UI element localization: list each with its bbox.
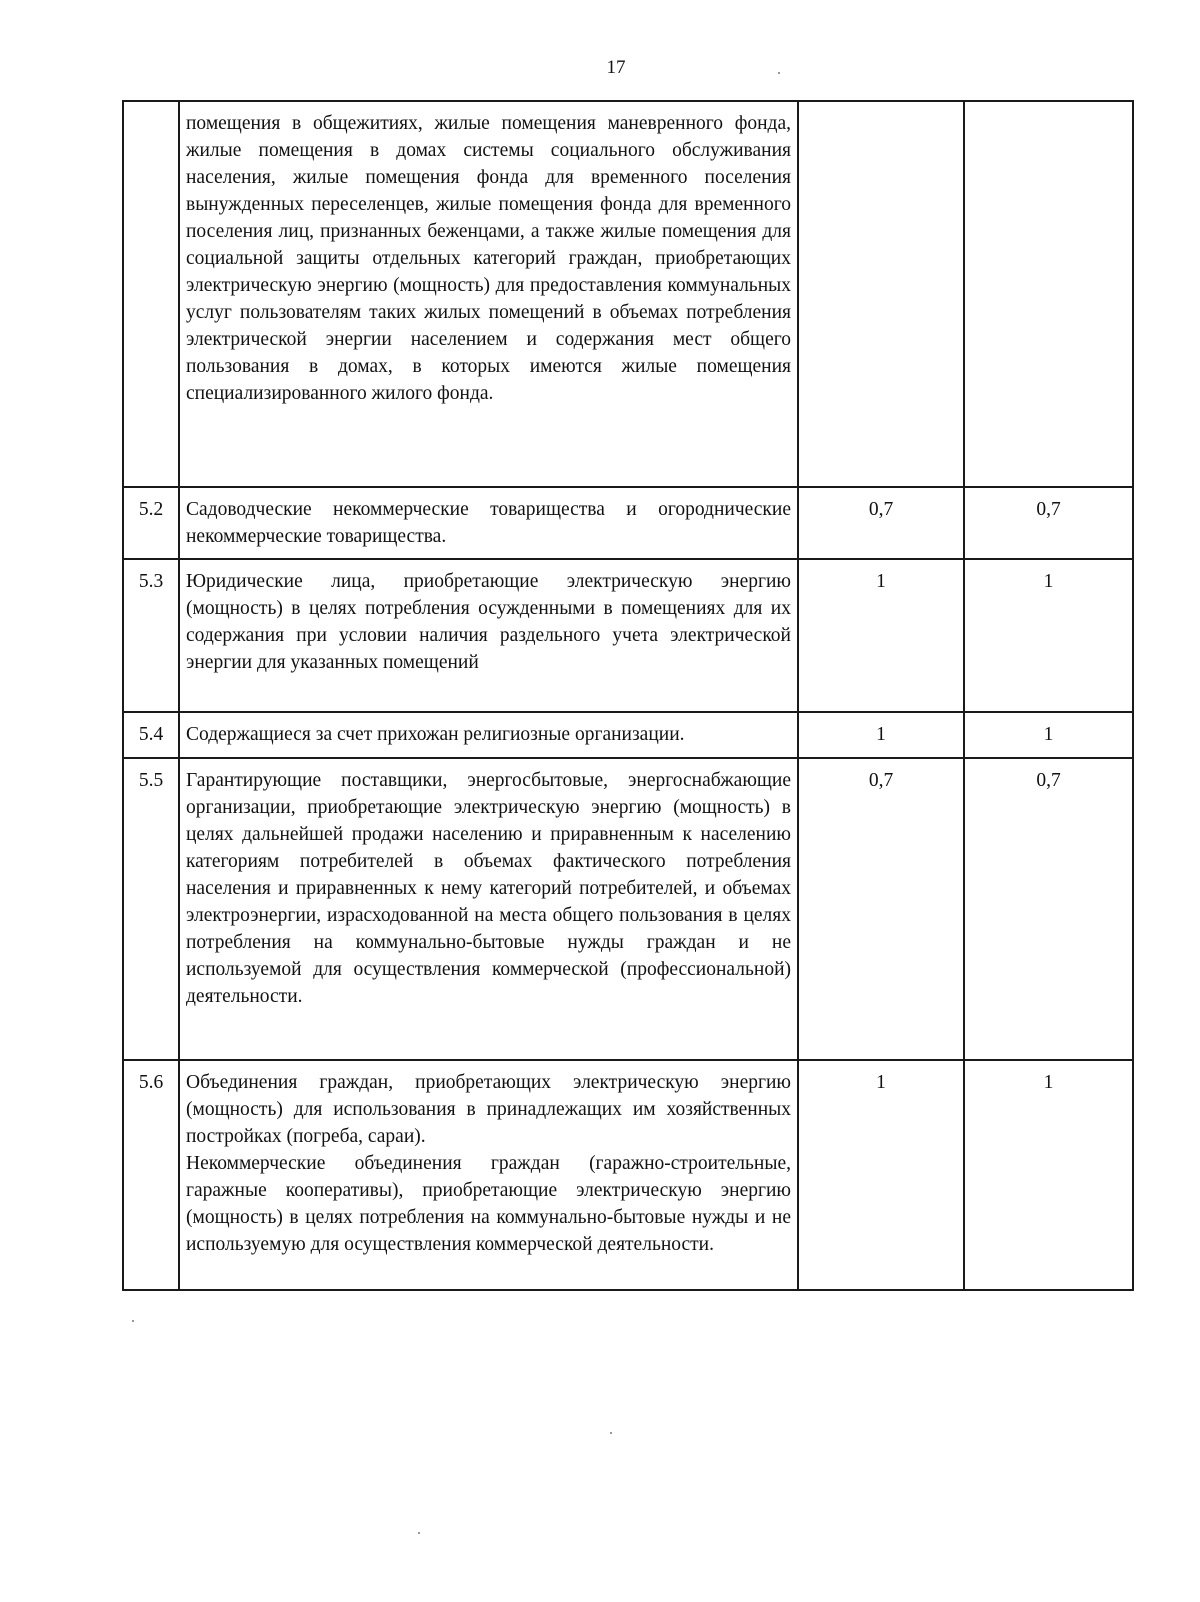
scan-speck [610, 1432, 612, 1434]
description-paragraph: Некоммерческие объединения граждан (гаражно-строительные, гаражные кооперативы), приобретающие электрическую энергию (мощность) в целях потребления на коммунально-бытовые нужды и не используемую для осуществления коммерческой деятельности. [186, 1153, 791, 1255]
description-paragraph: Гарантирующие поставщики, энергосбытовые, энергоснабжающие организации, приобретающие электрическую энергию (мощность) в целях дальнейшей продажи населению и приравненным к населению категориям потребителей в объемах фактического потребления населения и приравненных к нему категорий потребителей, и объемах электроэнергии, израсходованной на места общего пользования в целях потребления на коммунально-бытовые нужды граждан и не используемой для осуществления коммерческой (профессиональной) деятельности. [186, 770, 791, 1007]
row-number-cell [123, 101, 179, 487]
coefficient-value-cell: 1 [798, 559, 964, 712]
coefficient-value-cell: 1 [964, 1060, 1133, 1290]
coefficient-value-cell: 1 [964, 712, 1133, 758]
row-number-cell: 5.2 [123, 487, 179, 559]
coefficient-value-cell: 0,7 [798, 758, 964, 1060]
description-paragraph: Объединения граждан, приобретающих электрическую энергию (мощность) для использования в принадлежащих им хозяйственных постройках (погреба, сараи). [186, 1072, 791, 1147]
coefficient-value-cell: 1 [798, 1060, 964, 1290]
description-paragraph: Юридические лица, приобретающие электрическую энергию (мощность) в целях потребления осужденными в помещениях для их содержания при условии наличия раздельного учета электрической энергии для указанных помещений [186, 571, 791, 673]
scan-speck [778, 72, 780, 74]
table-row [123, 559, 1133, 712]
description-paragraph: Садоводческие некоммерческие товарищества и огороднические некоммерческие товарищества. [186, 499, 791, 547]
coefficient-value-cell: 0,7 [964, 487, 1133, 559]
row-number-cell: 5.6 [123, 1060, 179, 1290]
row-description-cell [179, 101, 798, 487]
table-row [123, 712, 1133, 758]
coefficient-value-cell [798, 101, 964, 487]
table-row [123, 758, 1133, 1060]
description-paragraph: Содержащиеся за счет прихожан религиозные организации. [186, 724, 685, 745]
row-description-cell [179, 712, 798, 758]
coefficient-value-cell: 1 [964, 559, 1133, 712]
table-row [123, 101, 1133, 487]
row-number-cell: 5.4 [123, 712, 179, 758]
row-description-cell [179, 487, 798, 559]
coefficient-value-cell [964, 101, 1133, 487]
page-number: 17 [606, 57, 626, 78]
scan-speck [418, 1532, 420, 1534]
row-description-cell [179, 559, 798, 712]
description-paragraph: помещения в общежитиях, жилые помещения маневренного фонда, жилые помещения в домах системы социального обслуживания населения, жилые помещения фонда для временного поселения вынужденных переселенцев, жилые помещения фонда для временного поселения лиц, признанных беженцами, а также жилые помещения для социальной защиты отдельных категорий граждан, приобретающих электрическую энергию (мощность) для предоставления коммунальных услуг пользователям таких жилых помещений в объемах потребления электрической энергии населением и содержания мест общего пользования в домах, в которых имеются жилые помещения специализированного жилого фонда. [186, 113, 791, 404]
row-description-cell [179, 758, 798, 1060]
row-description-cell [179, 1060, 798, 1290]
scan-speck [132, 1320, 134, 1322]
tariff-coefficient-table [122, 100, 1134, 1291]
row-number-cell: 5.3 [123, 559, 179, 712]
table-row [123, 487, 1133, 559]
coefficient-value-cell: 1 [798, 712, 964, 758]
coefficient-value-cell: 0,7 [964, 758, 1133, 1060]
row-number-cell: 5.5 [123, 758, 179, 1060]
table-row [123, 1060, 1133, 1290]
coefficient-value-cell: 0,7 [798, 487, 964, 559]
